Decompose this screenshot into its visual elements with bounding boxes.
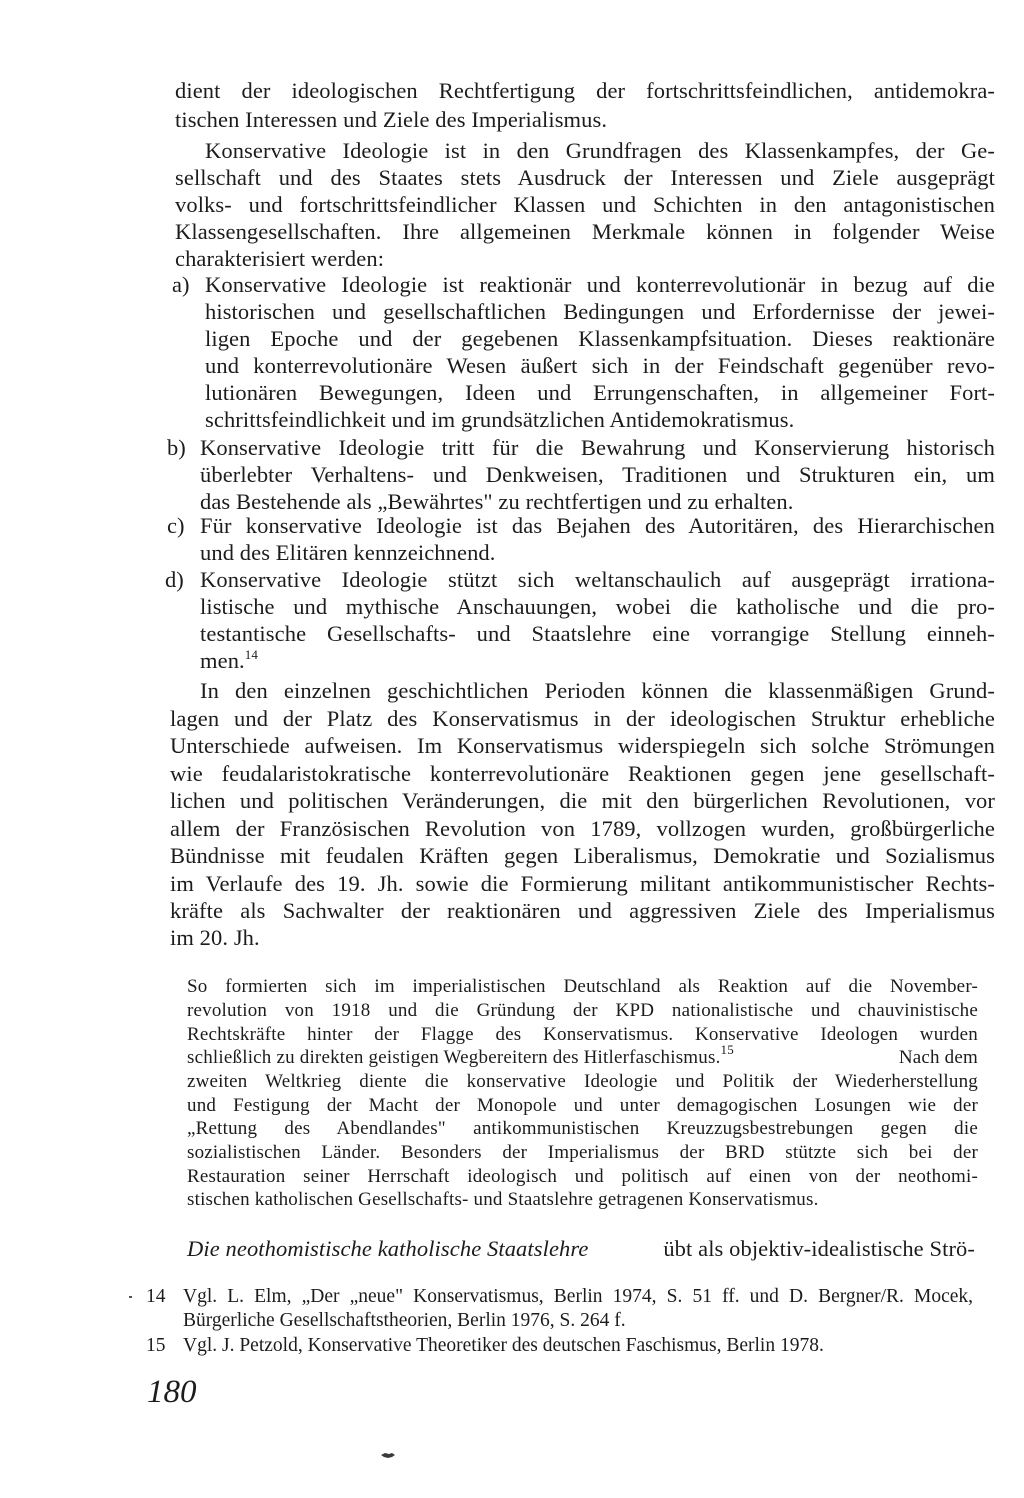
text-fragment: men.: [200, 648, 245, 673]
text-line: Konservative Ideologie stützt sich weltanschaulich auf ausgeprägt irrationa-: [200, 567, 995, 592]
text-line: kräfte als Sachwalter der reaktionären und aggressiven Ziele des Imperialismus: [170, 898, 995, 923]
text-line: volks- und fortschrittsfeindlicher Klassen und Schichten in den antagonistischen: [175, 192, 995, 217]
footnote-line: Vgl. J. Petzold, Konservative Theoretiker des deutschen Faschismus, Berlin 1978.: [183, 1335, 824, 1356]
text-line: Bündnisse mit feudalen Kräften gegen Liberalismus, Demokratie und Sozialismus: [170, 843, 995, 868]
text-line: [187, 1042, 978, 1068]
list-label: a): [172, 272, 190, 297]
text-line: sellschaft und des Staates stets Ausdruck der Interessen und Ziele ausgeprägt: [175, 165, 995, 190]
list-label: b): [167, 435, 186, 460]
scan-speck: [380, 1452, 396, 1459]
text-fragment: [187, 1042, 734, 1068]
footnote-number: 15: [146, 1335, 166, 1356]
footnote-number: 14: [146, 1286, 166, 1307]
text-line: schrittsfeindlichkeit und im grundsätzlichen Antidemokratismus.: [205, 407, 795, 432]
text-line: testantische Gesellschafts- und Staatslehre eine vorrangige Stellung einneh-: [200, 621, 995, 646]
text-line: tischen Interessen und Ziele des Imperialismus.: [175, 107, 608, 132]
text-line: Für konservative Ideologie ist das Bejahen des Autoritären, des Hierarchischen: [200, 513, 995, 538]
text-line: Rechtskräfte hinter der Flagge des Konservatismus. Konservative Ideologen wurden: [187, 1024, 978, 1045]
text-line: historischen und gesellschaftlichen Bedingungen und Erfordernisse der jewei-: [205, 299, 995, 324]
text-line: und konterrevolutionäre Wesen äußert sich in der Feindschaft gegenüber revo-: [205, 353, 995, 378]
scan-mark: [129, 1296, 132, 1298]
text-line: lutionären Bewegungen, Ideen und Errungenschaften, in allgemeiner Fort-: [205, 380, 995, 405]
text-line: „Rettung des Abendlandes" antikommunistischen Kreuzzugsbestrebungen gegen die: [187, 1118, 978, 1139]
text-line: lagen und der Platz des Konservatismus in der ideologischen Struktur erhebliche: [170, 706, 995, 731]
text-line: Restauration seiner Herrschaft ideologisch und politisch auf einen von der neothomi-: [187, 1166, 978, 1187]
text-fragment: Nach dem: [898, 1047, 978, 1068]
italic-term: Die neothomistische katholische Staatslehre: [187, 1236, 589, 1261]
text-fragment: übt als objektiv-idealistische Strö-: [663, 1236, 975, 1261]
text-line: allem der Französischen Revolution von 1789, vollzogen wurden, großbürgerliche: [170, 816, 995, 841]
footnote-ref: 15: [720, 1042, 734, 1057]
text-line: listische und mythische Anschauungen, wobei die katholische und die pro-: [200, 594, 995, 619]
text-line: Klassengesellschaften. Ihre allgemeinen Merkmale können in folgender Weise: [175, 219, 995, 244]
text-line: und Festigung der Macht der Monopole und unter demagogischen Losungen wie der: [187, 1095, 978, 1116]
list-label: c): [167, 513, 185, 538]
list-label: d): [165, 567, 184, 592]
text-fragment: schließlich zu direkten geistigen Wegbereitern des Hitlerfaschismus.: [187, 1047, 721, 1068]
text-line: sozialistischen Länder. Besonders der Imperialismus der BRD stützte sich bei der: [187, 1142, 978, 1163]
text-line: revolution von 1918 und die Gründung der KPD nationalistische und chauvinistische: [187, 1000, 978, 1021]
footnote-line: Vgl. L. Elm, „Der „neue" Konservatismus, Berlin 1974, S. 51 ff. und D. Bergner/R. Mocek,: [183, 1286, 973, 1307]
footnote-line: Bürgerliche Gesellschaftstheorien, Berlin 1976, S. 264 f.: [183, 1310, 626, 1331]
text-line: In den einzelnen geschichtlichen Perioden können die klassenmäßigen Grund-: [200, 678, 995, 703]
text-line: dient der ideologischen Rechtfertigung der fortschrittsfeindlichen, antidemokra-: [175, 78, 995, 103]
text-line: und des Elitären kennzeichnend.: [200, 540, 496, 565]
text-line: im 20. Jh.: [170, 925, 260, 950]
text-line: So formierten sich im imperialistischen Deutschland als Reaktion auf die November-: [187, 976, 978, 997]
text-line: Unterschiede aufweisen. Im Konservatismus widerspiegeln sich solche Strömungen: [170, 733, 995, 758]
text-line: im Verlaufe des 19. Jh. sowie die Formierung militant antikommunistischer Rechts-: [170, 871, 995, 896]
text-line: Konservative Ideologie tritt für die Bewahrung und Konservierung historisch: [200, 435, 995, 460]
text-line: das Bestehende als „Bewährtes" zu rechtfertigen und zu erhalten.: [200, 489, 794, 514]
footnote-ref: 14: [244, 647, 258, 662]
text-line: [200, 647, 258, 673]
text-line: wie feudalaristokratische konterrevolutionäre Reaktionen gegen jene gesellschaft-: [170, 761, 995, 786]
text-line: überlebter Verhaltens- und Denkweisen, Traditionen und Strukturen ein, um: [200, 462, 995, 487]
text-line: Konservative Ideologie ist reaktionär und konterrevolutionär in bezug auf die: [205, 272, 995, 297]
text-line: zweiten Weltkrieg diente die konservative Ideologie und Politik der Wiederherstellung: [187, 1071, 978, 1092]
page-number: 180: [147, 1374, 197, 1410]
text-line: charakterisiert werden:: [175, 246, 385, 271]
text-line: ligen Epoche und der gegebenen Klassenkampfsituation. Dieses reaktionäre: [205, 326, 995, 351]
text-line: Konservative Ideologie ist in den Grundfragen des Klassenkampfes, der Ge-: [205, 138, 995, 163]
text-line: [187, 1238, 975, 1261]
text-line: stischen katholischen Gesellschafts- und Staatslehre getragenen Konservatismus.: [187, 1189, 819, 1210]
text-line: lichen und politischen Veränderungen, die mit den bürgerlichen Revolutionen, vor: [170, 788, 995, 813]
